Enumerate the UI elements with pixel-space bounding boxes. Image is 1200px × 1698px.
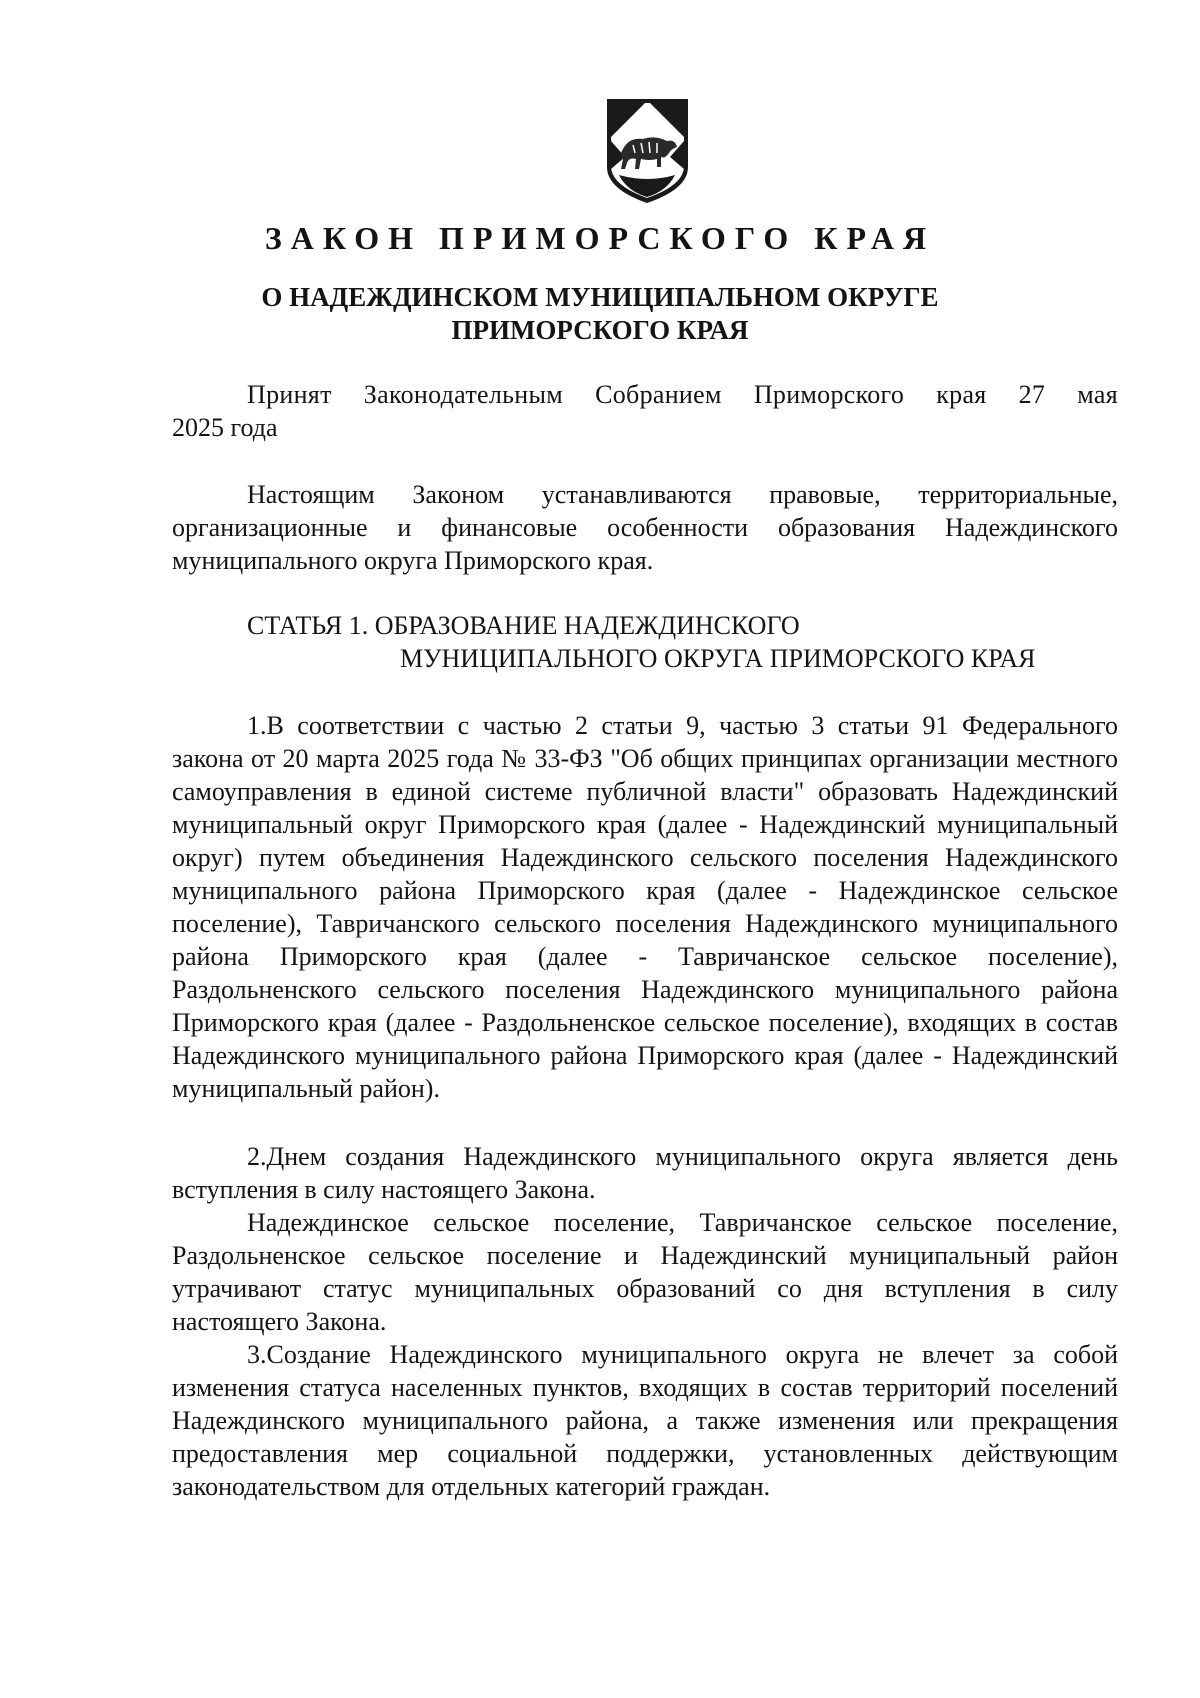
- article-paragraph-3: Надеждинское сельское поселение, Тавричанское сельское поселение, Раздольненское сельское поселение и Надеждинский муниципальный район утрачивают статус муниципальных образований со дня вступления в силу настоящего Закона.: [172, 1208, 1118, 1336]
- law-name-line2: ПРИМОРСКОГО КРАЯ: [451, 315, 749, 345]
- intro-paragraph: Настоящим Законом устанавливаются правовые, территориальные, организационные и финансовые особенности образования Надеждинского муниципального округа Приморского края.: [172, 480, 1118, 575]
- article-paragraph-2: 2.Днем создания Надеждинского муниципального округа является день вступления в силу настоящего Закона.: [172, 1142, 1118, 1204]
- article-heading-line1: СТАТЬЯ 1. ОБРАЗОВАНИЕ НАДЕЖДИНСКОГО: [247, 611, 800, 640]
- law-name-line1: О НАДЕЖДИНСКОМ МУНИЦИПАЛЬНОМ ОКРУГЕ: [261, 282, 939, 312]
- article-heading-line2: МУНИЦИПАЛЬНОГО ОКРУГА ПРИМОРСКОГО КРАЯ: [400, 644, 1036, 673]
- adoption-line1: Принят Законодательным Собранием Приморского края 27 мая: [247, 380, 1118, 409]
- law-title: ЗАКОН ПРИМОРСКОГО КРАЯ: [264, 220, 936, 256]
- adoption-line2: 2025 года: [172, 413, 278, 442]
- coat-of-arms-icon: [605, 97, 690, 205]
- article-paragraph-1: 1.В соответствии с частью 2 статьи 9, частью 3 статьи 91 Федерального закона от 20 марта 2025 года № 33-ФЗ "Об общих принципах организации местного самоуправления в единой системе публичной власти" образовать Надеждинский муниципальный округ Приморского края (далее - Надеждинский муниципальный округ) путем объединения Надеждинского сельского поселения Надеждинского муниципального района Приморского края (далее - Надеждинское сельское поселение), Тавричанского сельского поселения Надеждинского муниципального района Приморского края (далее - Тавричанское сельское поселение), Раздольненского сельского поселения Надеждинского муниципального района Приморского края (далее - Раздольненское сельское поселение), входящих в состав Надеждинского муниципального района Приморского края (далее - Надеждинский муниципальный район).: [172, 711, 1118, 1103]
- law-name: [0, 281, 1200, 347]
- article-paragraph-4: 3.Создание Надеждинского муниципального округа не влечет за собой изменения статуса населенных пунктов, входящих в состав территорий поселений Надеждинского муниципального района, а также изменения или прекращения предоставления мер социальной поддержки, установленных действующим законодательством для отдельных категорий граждан.: [172, 1340, 1118, 1501]
